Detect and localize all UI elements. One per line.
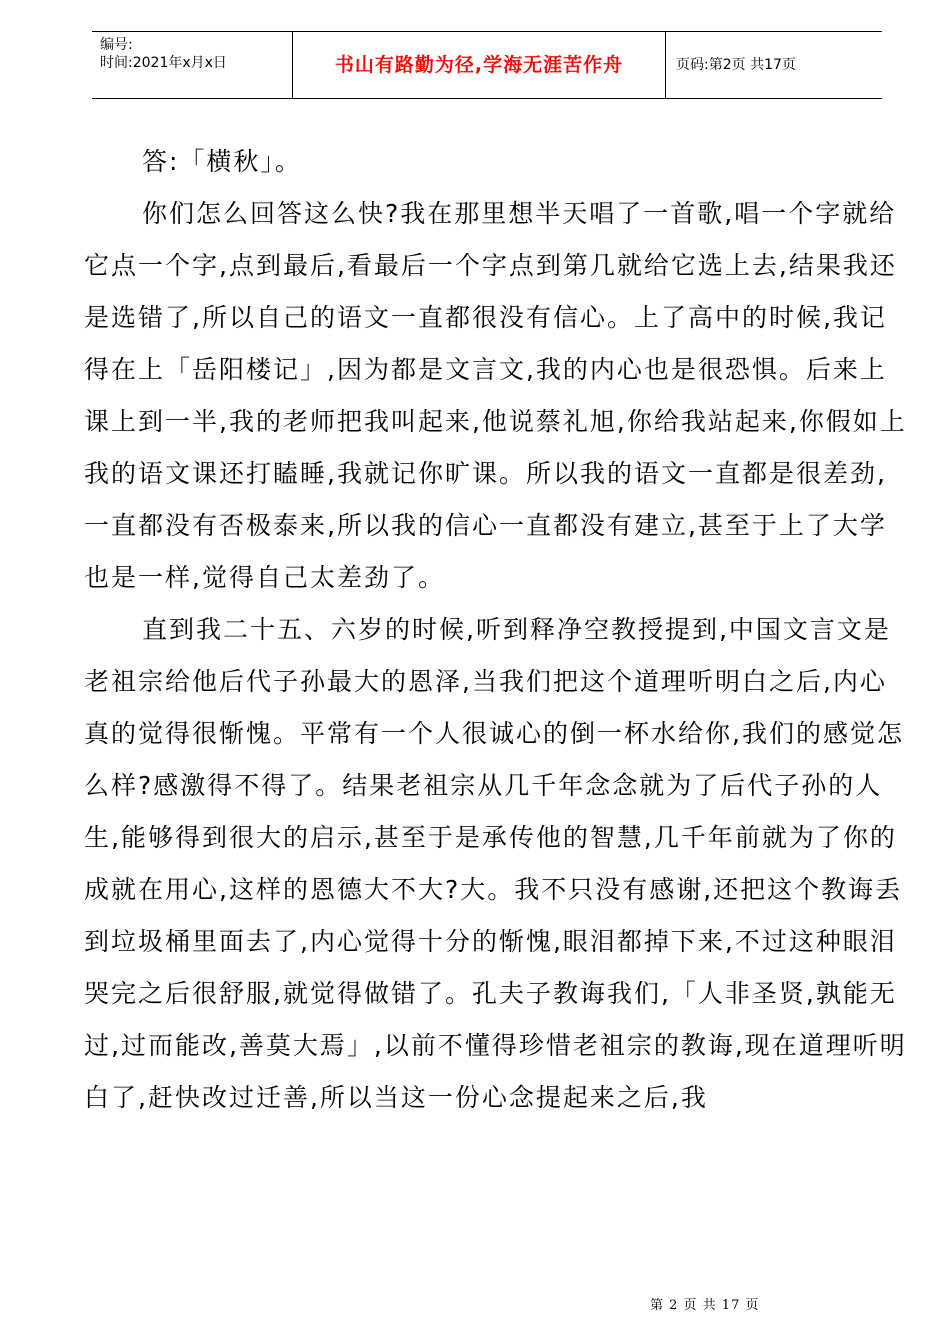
header-page-number: 页码:第2页 共17页	[676, 57, 796, 73]
paragraph: 直到我二十五、六岁的时候,听到释净空教授提到,中国文言文是老祖宗给他后代子孙最大的恩泽,当我们把这个道理听明白之后,内心真的觉得很惭愧。平常有一个人很诚心的倒一杯水给你,我们的感觉怎么样?感激得不得了。结果老祖宗从几千年念念就为了后代子孙的人生,能够得到很大的启示,甚至于是承传他的智慧,几千年前就为了你的成就在用心,这样的恩德大不大?大。我不只没有感谢,还把这个教诲丢到垃圾桶里面去了,内心觉得十分的惭愧,眼泪都掉下来,不过这种眼泪哭完之后很舒服,就觉得做错了。孔夫子教诲我们,「人非圣贤,孰能无过,过而能改,善莫大焉」,以前不懂得珍惜老祖宗的教诲,现在道理听明白了,赶快改过迁善,所以当这一份心念提起来之后,我	[84, 615, 907, 1112]
header-info-cell	[92, 32, 293, 98]
document-number-label: 编号:	[100, 37, 133, 53]
page-header	[92, 31, 882, 99]
header-motto: 书山有路勤为径,学海无涯苦作舟	[293, 32, 666, 98]
paragraph: 答:「横秋」。	[142, 147, 302, 176]
document-body	[84, 136, 910, 1124]
page-footer: 第 2 页 共 17 页	[650, 1298, 760, 1313]
document-time-label: 时间:2021年x月x日	[100, 55, 227, 71]
paragraph: 你们怎么回答这么快?我在那里想半天唱了一首歌,唱一个字就给它点一个字,点到最后,看最后一个字点到第几就给它选上去,结果我还是选错了,所以自己的语文一直都很没有信心。上了高中的时候,我记得在上「岳阳楼记」,因为都是文言文,我的内心也是很恐惧。后来上课上到一半,我的老师把我叫起来,他说蔡礼旭,你给我站起来,你假如上我的语文课还打瞌睡,我就记你旷课。所以我的语文一直都是很差劲,一直都没有否极泰来,所以我的信心一直都没有建立,甚至于上了大学也是一样,觉得自己太差劲了。	[84, 199, 907, 592]
